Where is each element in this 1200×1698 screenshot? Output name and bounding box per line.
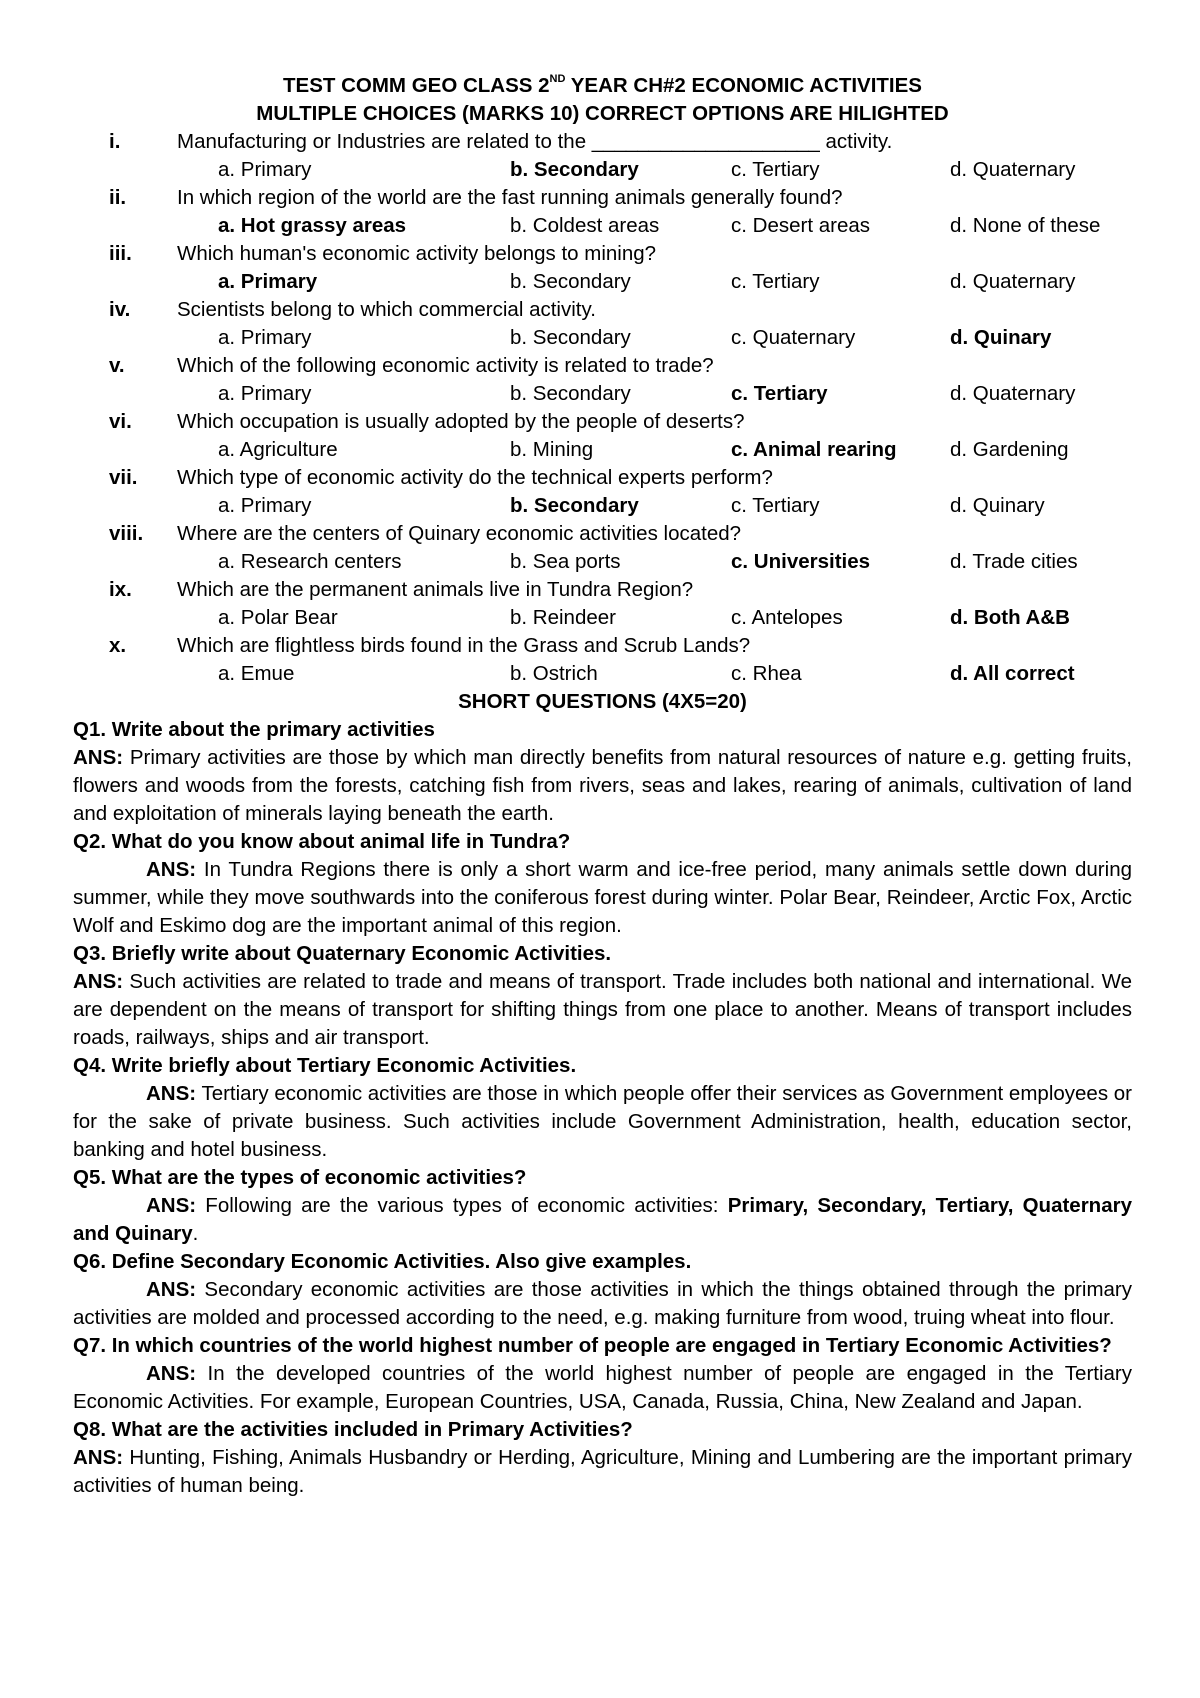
- option-c-correct: c. Animal rearing: [731, 438, 897, 461]
- mcq-question: [73, 240, 1132, 268]
- mcq-question: [73, 128, 1132, 156]
- option-b: b. Secondary: [510, 326, 631, 349]
- mcq-options: [73, 324, 1132, 352]
- option-b: b. Sea ports: [510, 550, 621, 573]
- mcq-options: [73, 212, 1132, 240]
- option-d: d. Quaternary: [950, 158, 1076, 181]
- question-text: Which are the permanent animals live in Tundra Region?: [177, 578, 694, 601]
- question-text: Q3. Briefly write about Quaternary Economic Activities.: [73, 942, 612, 965]
- question-number: iii.: [109, 242, 132, 265]
- option-a: a. Primary: [218, 326, 312, 349]
- mcq-options: [73, 492, 1132, 520]
- mcq-list: [73, 128, 1132, 688]
- option-d-correct: d. All correct: [950, 662, 1075, 685]
- mcq-question: [73, 464, 1132, 492]
- option-b-correct: b. Secondary: [510, 494, 639, 517]
- question-text: Q6. Define Secondary Economic Activities. Also give examples.: [73, 1250, 692, 1273]
- answer-text: ANS: In the developed countries of the world highest number of people are engaged in the Tertiary Economic Activities. For example, European Countries, USA, Canada, Russia, China, New Zealand and Japan.: [73, 1362, 1132, 1413]
- answer-text: ANS: Primary activities are those by which man directly benefits from natural resources of nature e.g. getting fruits, flowers and woods from the forests, catching fish from rivers, seas and lakes, rearing of animals, cultivation of land and exploitation of minerals laying beneath the earth.: [73, 746, 1132, 825]
- mcq-question: [73, 408, 1132, 436]
- option-b: b. Reindeer: [510, 606, 616, 629]
- option-c: c. Desert areas: [731, 214, 870, 237]
- answer-text: ANS: Secondary economic activities are those activities in which the things obtained through the primary activities are molded and processed according to the need, e.g. making furniture from wood, truing wheat into flour.: [73, 1278, 1132, 1329]
- option-c: c. Antelopes: [731, 606, 843, 629]
- option-a-correct: a. Hot grassy areas: [218, 214, 407, 237]
- question-number: vii.: [109, 466, 138, 489]
- question-text: In which region of the world are the fast running animals generally found?: [177, 186, 843, 209]
- question-number: iv.: [109, 298, 131, 321]
- option-d-correct: d. Both A&B: [950, 606, 1070, 629]
- option-d: d. Quaternary: [950, 382, 1076, 405]
- mcq-options: [73, 548, 1132, 576]
- mcq-options: [73, 604, 1132, 632]
- mcq-question: [73, 576, 1132, 604]
- page-title: TEST COMM GEO CLASS 2ND YEAR CH#2 ECONOMIC ACTIVITIES: [283, 73, 922, 97]
- option-a: a. Emue: [218, 662, 295, 685]
- short-questions-heading: SHORT QUESTIONS (4X5=20): [458, 690, 747, 713]
- short-question-5: [73, 1164, 1132, 1248]
- option-a: a. Research centers: [218, 550, 402, 573]
- question-text: Scientists belong to which commercial activity.: [177, 298, 596, 321]
- option-b: b. Ostrich: [510, 662, 598, 685]
- question-number: x.: [109, 634, 127, 657]
- option-c: c. Rhea: [731, 662, 802, 685]
- option-c: c. Tertiary: [731, 158, 820, 181]
- mcq-question: [73, 296, 1132, 324]
- question-text: Q4. Write briefly about Tertiary Economic Activities.: [73, 1054, 577, 1077]
- answer-text: ANS: Following are the various types of economic activities: Primary, Secondary, Tertiary, Quaternary and Quinary.: [73, 1194, 1132, 1245]
- option-c-correct: c. Universities: [731, 550, 871, 573]
- mcq-options: [73, 380, 1132, 408]
- option-c: c. Quaternary: [731, 326, 856, 349]
- option-b-correct: b. Secondary: [510, 158, 639, 181]
- mcq-options: [73, 660, 1132, 688]
- question-text: Which occupation is usually adopted by the people of deserts?: [177, 410, 745, 433]
- option-b: b. Secondary: [510, 382, 631, 405]
- option-d: d. Gardening: [950, 438, 1069, 461]
- short-question-8: [73, 1416, 1132, 1500]
- short-question-7: [73, 1332, 1132, 1416]
- question-number: v.: [109, 354, 125, 377]
- short-question-1: [73, 716, 1132, 828]
- option-a: a. Agriculture: [218, 438, 338, 461]
- short-question-3: [73, 940, 1132, 1052]
- option-a: a. Primary: [218, 158, 312, 181]
- question-text: Manufacturing or Industries are related to the ____________________ activity.: [177, 130, 893, 153]
- answer-text: ANS: Hunting, Fishing, Animals Husbandry or Herding, Agriculture, Mining and Lumbering are the important primary activities of human being.: [73, 1446, 1132, 1497]
- option-c: c. Tertiary: [731, 494, 820, 517]
- mcq-question: [73, 520, 1132, 548]
- mcq-question: [73, 352, 1132, 380]
- question-text: Where are the centers of Quinary economic activities located?: [177, 522, 742, 545]
- question-text: Which are flightless birds found in the Grass and Scrub Lands?: [177, 634, 751, 657]
- mcq-options: [73, 436, 1132, 464]
- question-number: i.: [109, 130, 121, 153]
- short-question-2: [73, 828, 1132, 940]
- question-text: Q1. Write about the primary activities: [73, 718, 435, 741]
- answer-text: ANS: In Tundra Regions there is only a short warm and ice-free period, many animals settle down during summer, while they move southwards into the coniferous forest during winter. Polar Bear, Reindeer, Arctic Fox, Arctic Wolf and Eskimo dog are the important animal of this region.: [73, 858, 1132, 937]
- question-text: Q8. What are the activities included in Primary Activities?: [73, 1418, 633, 1441]
- question-text: Q5. What are the types of economic activities?: [73, 1166, 527, 1189]
- short-question-4: [73, 1052, 1132, 1164]
- question-number: vi.: [109, 410, 132, 433]
- mcq-subtitle: MULTIPLE CHOICES (MARKS 10) CORRECT OPTIONS ARE HILIGHTED: [256, 102, 949, 125]
- option-a: a. Primary: [218, 382, 312, 405]
- option-d: d. Quinary: [950, 494, 1045, 517]
- option-a: a. Polar Bear: [218, 606, 338, 629]
- mcq-question: [73, 184, 1132, 212]
- title-superscript: ND: [549, 73, 566, 86]
- mcq-question: [73, 632, 1132, 660]
- option-a: a. Primary: [218, 494, 312, 517]
- option-d-correct: d. Quinary: [950, 326, 1052, 349]
- option-b: b. Coldest areas: [510, 214, 660, 237]
- question-number: viii.: [109, 522, 144, 545]
- mcq-options: [73, 268, 1132, 296]
- question-text: Which of the following economic activity is related to trade?: [177, 354, 714, 377]
- answer-text: ANS: Such activities are related to trade and means of transport. Trade includes both national and international. We are dependent on the means of transport for shifting things from one place to another. Means of transport includes roads, railways, ships and air transport.: [73, 970, 1132, 1049]
- question-text: Q7. In which countries of the world highest number of people are engaged in Tertiary Economic Activities?: [73, 1334, 1112, 1357]
- option-c: c. Tertiary: [731, 270, 820, 293]
- question-text: Which human's economic activity belongs to mining?: [177, 242, 657, 265]
- option-b: b. Secondary: [510, 270, 631, 293]
- option-d: d. Trade cities: [950, 550, 1078, 573]
- question-text: Q2. What do you know about animal life in Tundra?: [73, 830, 571, 853]
- option-b: b. Mining: [510, 438, 594, 461]
- option-d: d. Quaternary: [950, 270, 1076, 293]
- short-question-6: [73, 1248, 1132, 1332]
- question-text: Which type of economic activity do the technical experts perform?: [177, 466, 773, 489]
- option-d: d. None of these: [950, 214, 1101, 237]
- question-number: ii.: [109, 186, 127, 209]
- mcq-options: [73, 156, 1132, 184]
- question-number: ix.: [109, 578, 132, 601]
- option-a-correct: a. Primary: [218, 270, 318, 293]
- option-c-correct: c. Tertiary: [731, 382, 828, 405]
- answer-text: ANS: Tertiary economic activities are those in which people offer their services as Government employees or for the sake of private business. Such activities include Government Administration, health, education sector, banking and hotel business.: [73, 1082, 1132, 1161]
